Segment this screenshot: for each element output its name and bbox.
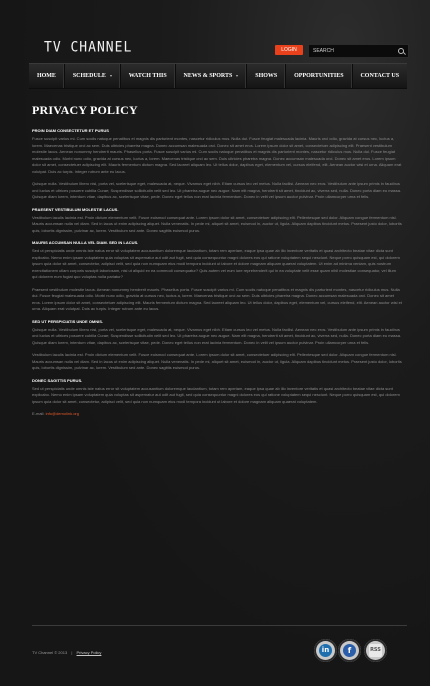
- nav-item-schedule[interactable]: [65, 64, 121, 88]
- section-paragraph: Sed ut perspiciatis unde omnis iste natus error sit voluptatem accusantium doloremque laudantium, totam rem aperiam, eaque ipsa quae ab illo inventore veritatis et quasi architecto beatae vitae dicta sunt explicabo. Nemo enim ipsam voluptatem quia voluptas sit aspernatur aut odit aut fugit, sed quia consequuntur magni dolores eos qui ratione voluptatem sequi nesciunt. Neque porro quisquam est, qui dolorem ipsum quia dolor sit amet, consectetur, adipisci velit, sed quia non numquam eius modi tempora incidunt ut labore et dolore magnam aliquam quaerat voluptatem.: [32, 385, 400, 404]
- footer-separator: |: [71, 650, 73, 655]
- nav-item-label: WATCH THIS: [128, 73, 167, 79]
- search-icon[interactable]: [398, 48, 404, 54]
- chevron-down-icon: [236, 75, 238, 77]
- search-input[interactable]: [308, 44, 409, 58]
- section-paragraph: Sed ut perspiciatis unde omnis iste natus error sit voluptatem accusantium doloremque laudantium, totam rem aperiam, eaque ipsa quae ab illo inventore veritatis et quasi architecto beatae vitae dicta sunt explicabo. Nemo enim ipsam voluptatem quia voluptas sit aspernatur aut odit aut fugit, sed quia consequuntur magni dolores eos qui ratione voluptatem sequi nesciunt. Neque porro quisquam est, qui dolorem ipsum quia dolor sit amet, consectetur, adipisci velit, sed quia non numquam eius modi tempora incidunt ut labore et dolore magnam aliquam quaerat voluptatem. Ut enim ad minima veniam, quis nostrum exercitationem ullam corporis suscipit laboriosam, nisi ut aliquid ex ea commodi consequatur? Quis autem vel eum iure reprehenderit qui in ea voluptate velit esse quam nihil molestiae consequatur, vel illum qui dolorem eum fugiat quo voluptas nulla pariatur?: [32, 248, 400, 279]
- policy-sections: [32, 128, 402, 405]
- section-heading: MAURIS ACCUMSAN NULLA VEL DIAM. SED IN LACUS.: [32, 240, 139, 245]
- footer-copyright: [32, 650, 101, 655]
- section-heading: PROIN DIAM CONSECTETUR ET PURUS: [32, 128, 109, 133]
- rss-button[interactable]: [364, 639, 387, 662]
- section-heading: DONEC SAGITTIS PURUS.: [32, 377, 83, 383]
- rss-icon: RSS: [369, 644, 382, 657]
- login-button[interactable]: LOGIN: [275, 45, 303, 55]
- footer-year: © 2013: [54, 650, 68, 655]
- facebook-icon: f: [343, 644, 356, 657]
- section-heading: PRAESENT VESTIBULUM MOLESTIE LACUS.: [32, 206, 119, 212]
- main-navigation: [29, 63, 407, 89]
- facebook-button[interactable]: [338, 639, 361, 662]
- linkedin-button[interactable]: [314, 639, 337, 662]
- section-heading: SED UT PERSPICIATIS UNDE OMNIS.: [32, 318, 104, 324]
- nav-item-home[interactable]: [29, 64, 65, 88]
- nav-item-label: NEWS & SPORTS: [183, 73, 233, 79]
- nav-item-contact-us[interactable]: [353, 64, 408, 88]
- linkedin-icon: in: [319, 644, 332, 657]
- nav-item-label: SHOWS: [255, 73, 278, 79]
- nav-item-watch-this[interactable]: [121, 64, 176, 88]
- nav-item-label: HOME: [36, 73, 56, 79]
- section-paragraph: Vestibulum iaculis lacinia est. Proin dictum elementum velit. Fusce euismod consequat ante. Lorem ipsum dolor sit amet, consectetuer adipiscing elit. Pellentesque sed dolor. Aliquam congue fermentum nisl. Mauris accumsan nulla vel diam. Sed in lacus ut enim adipiscing aliquet. Nulla venenatis. In pede mi, aliquet sit amet, euismod in, auctor ut, ligula. Aliquam dapibus tincidunt metus. Praesent justo dolor, lobortis quis, lobortis dignissim, pulvinar ac, lorem. Vestibulum sed ante. Donec sagittis euismod purus.: [32, 214, 402, 233]
- section-paragraph: Fusce suscipit varius mi. Cum sociis natoque penatibus et magnis dis parturient montes, nascetur ridiculus mus. Nulla dui. Fusce feugiat malesuada lacinia. Mauris orci odio, gravida at cursus nec, luctus a, lorem. Maecenas tristique orci ac sem. Duis ultricies pharetra magna. Donec accumsan malesuada orci. Donec sit amet eros. Lorem ipsum dolor sit amet, consectetuer adipiscing elit. Praesent vestibulum molestie lacus. Aenean nonummy hendrerit mauris. Phasellus porta. Fusce suscipit varius mi. Cum sociis natoque penatibus et magnis dis parturient montes, nascetur ridiculus mus. Nulla dui. Fusce feugiat malesuada odio. Morbi nunc odio, gravida at cursus nec, luctus a, lorem. Maecenas tristique orci ac sem. Duis ultricies pharetra magna. Donec accumsan malesuada orci. Donec sit amet eros. Lorem ipsum dolor sit amet, consectetuer adipiscing elit. Mauris fermentum dictum magna. Sed laoreet aliquam leo. Ut tellus dolor, dapibus eget, elementum vel, cursus eleifend, elit. Aenean auctor wisi et urna. Aliquam erat volutpat. Duis ac turpis. Integer rutrum ante eu lacus.: [32, 136, 402, 174]
- email-label: E-mail:: [32, 411, 46, 416]
- section-paragraph: Vestibulum iaculis lacinia est. Proin dictum elementum velit. Fusce euismod consequat ante. Lorem ipsum dolor sit amet, consectetuer adipiscing elit. Pellentesque sed dolor. Aliquam congue fermentum nisl. Mauris accumsan nulla vel diam. Sed in lacus ut enim adipiscing aliquet. Nulla venenatis. In pede mi, aliquet sit amet, euismod in, auctor ut, ligula. Aliquam dapibus tincidunt metus. Praesent justo dolor, lobortis quis, lobortis dignissim, pulvinar ac, lorem. Vestibulum sed ante. Donec sagittis euismod purus.: [32, 352, 402, 370]
- nav-item-opportunities[interactable]: [286, 64, 352, 88]
- site-logo[interactable]: TV CHANNEL: [44, 39, 133, 56]
- nav-item-news-sports[interactable]: [176, 64, 248, 88]
- section-paragraph: Quisque nulla. Vestibulum libero nisl, porta vel, scelerisque eget, malesuada at, neque. Vivamus eget nibh. Etiam cursus leo vel metus. Nulla facilisi. Aenean nec eros. Vestibulum ante ipsum primis in faucibus orci luctus et ultrices posuere cubilia Curae; Suspendisse sollicitudin velit sed leo. Ut pharetra augue nec augue. Nam elit magna, hendrerit sit amet, tincidunt ac, viverra sed, nulla. Donec porta diam eu massa. Quisque diam lorem, interdum vitae, dapibus ac, scelerisque vitae, pede. Donec eget tellus non erat lacinia fermentum. Donec in velit vel ipsum auctor pulvinar. Proin ullamcorper urna et felis.: [32, 326, 402, 345]
- nav-item-label: CONTACT US: [360, 73, 400, 79]
- nav-item-label: OPPORTUNITIES: [294, 73, 344, 79]
- footer-privacy-link[interactable]: Privacy Policy: [76, 650, 102, 655]
- chevron-down-icon: [110, 75, 112, 77]
- footer-divider: [32, 625, 407, 626]
- section-paragraph: Quisque nulla. Vestibulum libero nisl, porta vel, scelerisque eget, malesuada at, neque. Vivamus eget nibh. Etiam cursus leo vel metus. Nulla facilisi. Aenean nec eros. Vestibulum ante ipsum primis in faucibus orci luctus et ultrices posuere cubilia Curae; Suspendisse sollicitudin velit sed leo. Ut pharetra augue nec augue. Nam elit magna, hendrerit sit amet, tincidunt ac, viverra sed, nulla. Donec porta diam eu massa. Quisque diam lorem, interdum vitae, dapibus ac, scelerisque vitae, pede. Donec eget tellus non erat lacinia fermentum. Donec in velit vel ipsum auctor pulvinar. Proin ullamcorper urna et felis.: [32, 181, 402, 199]
- email-link[interactable]: info@demolink.org: [45, 411, 79, 416]
- email-line: [32, 411, 402, 416]
- search-placeholder: SEARCH: [313, 48, 334, 54]
- section-paragraph: Praesent vestibulum molestie lacus. Aenean nonummy hendrerit mauris. Phasellus porta. Fusce suscipit varius mi. Cum sociis natoque penatibus et magnis dis parturient montes, nascetur ridiculus mus. Nulla dui. Fusce feugiat malesuada odio. Morbi nunc odio, gravida at cursus nec, luctus a, lorem. Maecenas tristique orci ac sem. Duis ultricies pharetra magna. Donec accumsan malesuada orci. Donec sit amet eros. Lorem ipsum dolor sit amet, consectetuer adipiscing elit. Mauris fermentum dictum magna. Sed laoreet aliquam leo. Ut tellus dolor, dapibus eget, elementum vel, cursus eleifend, elit. Aenean auctor wisi et urna. Aliquam erat volutpat. Duis ac turpis. Integer rutrum ante eu lacus.: [32, 286, 402, 311]
- nav-item-label: SCHEDULE: [72, 73, 106, 79]
- site-header: [0, 0, 430, 62]
- footer-site-name: TV Channel: [32, 650, 54, 655]
- main-content: [32, 103, 402, 416]
- nav-item-shows[interactable]: [247, 64, 286, 88]
- page-title: PRIVACY POLICY: [32, 103, 138, 117]
